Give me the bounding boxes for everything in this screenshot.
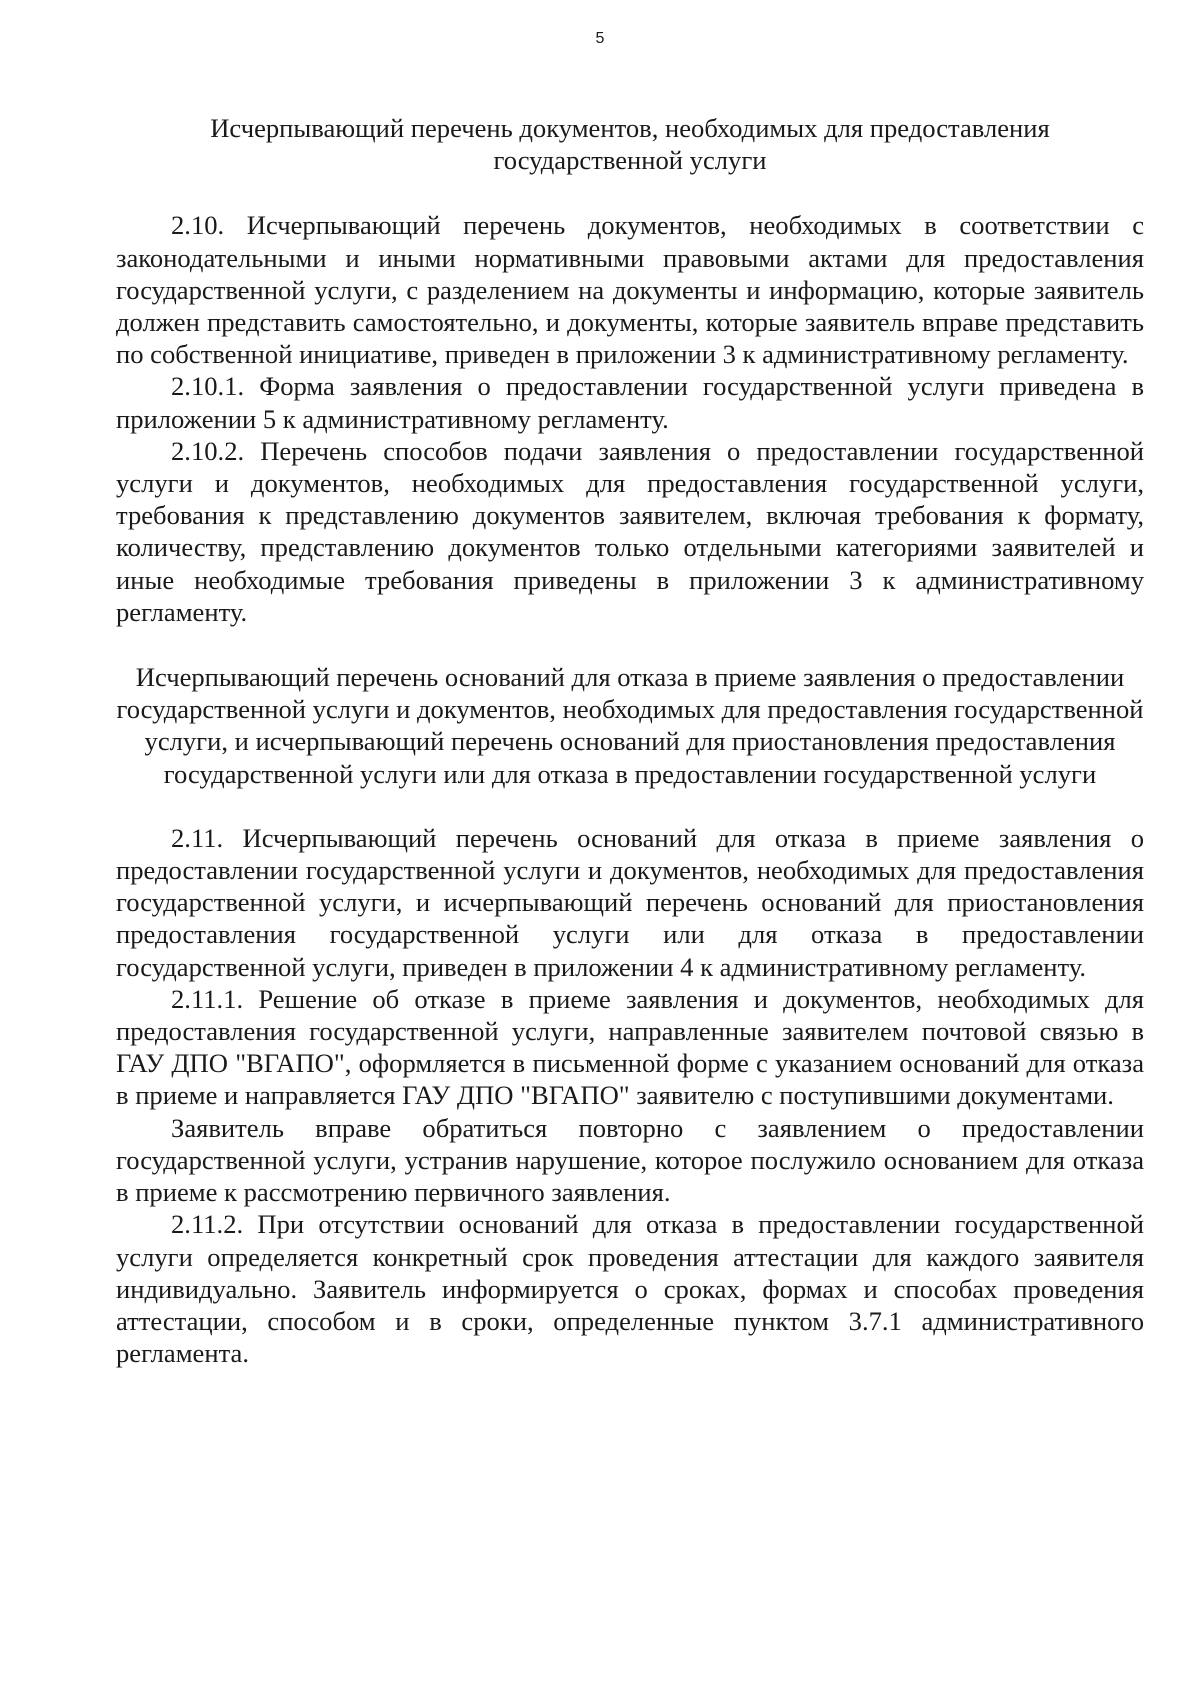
section-heading: Исчерпывающий перечень документов, необходимых для предоставления государственной услуги — [210, 113, 1050, 176]
paragraph: 2.10.1. Форма заявления о предоставлении государственной услуги приведена в приложении 5 к административному регламенту. — [116, 371, 1144, 434]
paragraph: 2.11. Исчерпывающий перечень оснований для отказа в приеме заявления о предоставлении государственной услуги и документов, необходимых для предоставления государственной услуги, и исчерпывающий перечень оснований для приостановления предоставления государственной услуги или для отказа в предоставлении государственной услуги, приведен в приложении 4 к административному регламенту. — [116, 822, 1144, 982]
paragraph: 2.11.2. При отсутствии оснований для отказа в предоставлении государственной услуги определяется конкретный срок проведения аттестации для каждого заявителя индивидуально. Заявитель информируется о сроках, формах и способах проведения аттестации, способом и в сроки, определенные пунктом 3.7.1 административного регламента. — [116, 1209, 1144, 1369]
paragraph: 2.10. Исчерпывающий перечень документов, необходимых в соответствии с законодательными и иными нормативными правовыми актами для предоставления государственной услуги, с разделением на документы и информацию, которые заявитель должен представить самостоятельно, и документы, которые заявитель вправе представить по собственной инициативе, приведен в приложении 3 к административному регламенту. — [116, 210, 1144, 370]
paragraph: 2.10.2. Перечень способов подачи заявления о предоставлении государственной услуги и документов, необходимых для предоставления государственной услуги, требования к представлению документов заявителем, включая требования к формату, количеству, представлению документов только отдельными категориями заявителей и иные необходимые требования приведены в приложении 3 к административному регламенту. — [116, 435, 1144, 627]
paragraph: Заявитель вправе обратиться повторно с заявлением о предоставлении государственной услуги, устранив нарушение, которое послужило основанием для отказа в приеме к рассмотрению первичного заявления. — [116, 1112, 1144, 1208]
document-body — [116, 112, 1144, 1369]
section-heading: Исчерпывающий перечень оснований для отказа в приеме заявления о предоставлении государственной услуги и документов, необходимых для предоставления государственной услуги, и исчерпывающий перечень оснований для приостановления предоставления государственной услуги или для отказа в предоставлении государственной услуги — [116, 662, 1144, 789]
paragraph: 2.11.1. Решение об отказе в приеме заявления и документов, необходимых для предоставления государственной услуги, направленные заявителем почтовой связью в ГАУ ДПО "ВГАПО", оформляется в письменной форме с указанием оснований для отказа в приеме и направляется ГАУ ДПО "ВГАПО" заявителю с поступившими документами. — [116, 983, 1144, 1111]
page-number: 5 — [595, 30, 605, 47]
